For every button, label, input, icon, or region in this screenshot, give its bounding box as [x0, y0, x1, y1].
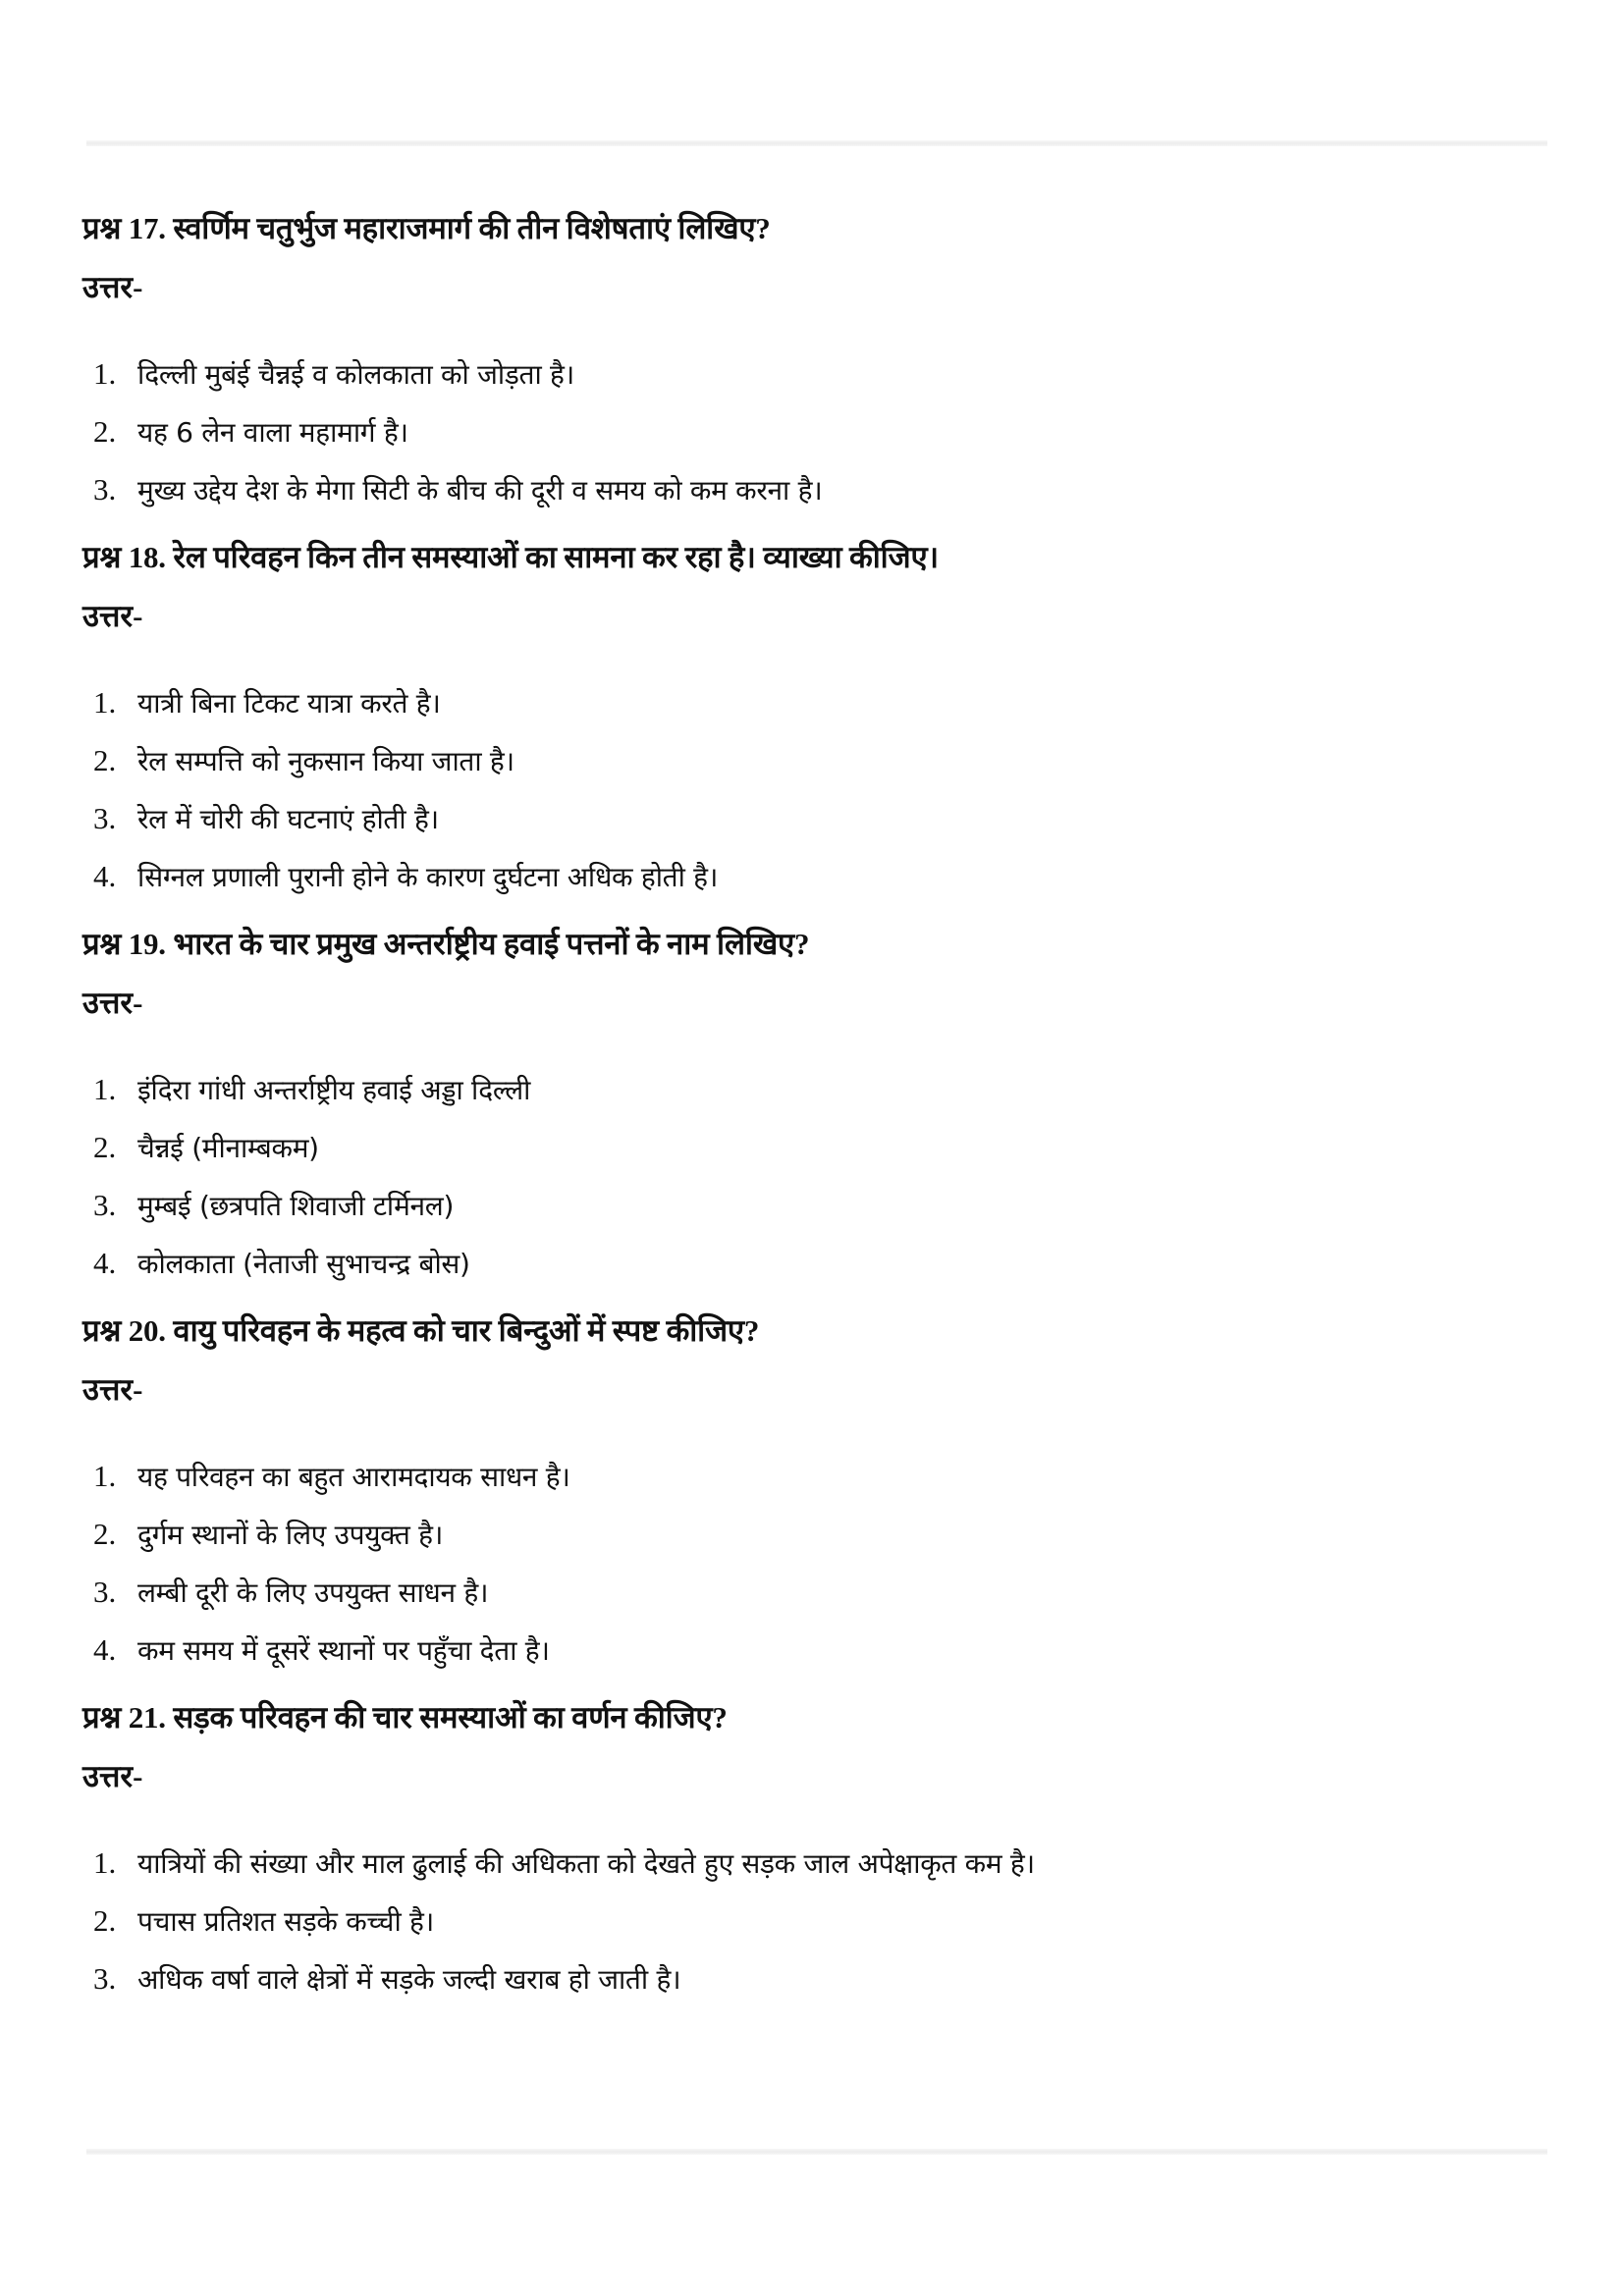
- list-item: [82, 460, 1555, 518]
- item-number: 4.: [93, 1246, 117, 1280]
- item-number: 2.: [93, 1130, 117, 1164]
- item-text: इंदिरा गांधी अन्तर्राष्ट्रीय हवाई अड्डा दिल्ली: [137, 1074, 531, 1106]
- item-number: 1.: [93, 1072, 117, 1106]
- answer-label: उत्तर-: [82, 599, 143, 633]
- answer-label: उत्तर-: [82, 1372, 143, 1407]
- list-item: [82, 789, 1555, 847]
- item-text: मुम्बई (छत्रपति शिवाजी टर्मिनल): [137, 1190, 455, 1222]
- item-text: रेल में चोरी की घटनाएं होती है।: [137, 803, 439, 835]
- list-item: [82, 1505, 1555, 1563]
- item-text: कम समय में दूसरें स्थानों पर पहुँचा देता है।: [137, 1634, 550, 1667]
- item-text: दिल्ली मुबंई चैन्नई व कोलकाता को जोड़ता है।: [137, 358, 574, 391]
- question-heading: प्रश्न 17. स्वर्णिम चतुर्भुज महाराजमार्ग की तीन विशेषताएं लिखिए?: [82, 211, 771, 245]
- item-number: 1.: [93, 1845, 117, 1880]
- item-text: अधिक वर्षा वाले क्षेत्रों में सड़के जल्दी खराब हो जाती है।: [137, 1963, 681, 1996]
- list-item: [82, 1118, 1555, 1176]
- item-number: 3.: [93, 1961, 117, 1996]
- answer-list: [82, 1060, 1555, 1292]
- list-item: [82, 1949, 1555, 2007]
- list-item: [82, 1621, 1555, 1679]
- item-number: 4.: [93, 1632, 117, 1667]
- list-item: [82, 731, 1555, 789]
- item-number: 3.: [93, 1575, 117, 1609]
- question-block-18: [82, 534, 1555, 905]
- list-item: [82, 1234, 1555, 1292]
- item-text: सिग्नल प्रणाली पुरानी होने के कारण दुर्घटना अधिक होती है।: [137, 861, 719, 893]
- question-block-21: [82, 1694, 1555, 2007]
- document-content: [82, 205, 1555, 2007]
- question-heading: प्रश्न 21. सड़क परिवहन की चार समस्याओं का वर्णन कीजिए?: [82, 1700, 728, 1735]
- item-text: यात्रियों की संख्या और माल ढुलाई की अधिकता को देखते हुए सड़क जाल अपेक्षाकृत कम है।: [137, 1847, 1035, 1880]
- top-divider: [86, 140, 1547, 146]
- item-text: यह परिवहन का बहुत आरामदायक साधन है।: [137, 1461, 570, 1493]
- answer-list: [82, 1834, 1555, 2007]
- question-heading: प्रश्न 18. रेल परिवहन किन तीन समस्याओं का सामना कर रहा है। व्याख्या कीजिए।: [82, 540, 939, 574]
- item-number: 2.: [93, 743, 117, 777]
- question-block-20: [82, 1308, 1555, 1679]
- item-number: 2.: [93, 1903, 117, 1938]
- list-item: [82, 1892, 1555, 1949]
- item-number: 1.: [93, 685, 117, 720]
- item-number: 3.: [93, 801, 117, 835]
- list-item: [82, 345, 1555, 402]
- list-item: [82, 1060, 1555, 1118]
- answer-list: [82, 345, 1555, 518]
- question-heading: प्रश्न 19. भारत के चार प्रमुख अन्तर्राष्ट्रीय हवाई पत्तनों के नाम लिखिए?: [82, 927, 810, 961]
- item-number: 3.: [93, 472, 117, 507]
- answer-label: उत्तर-: [82, 270, 143, 304]
- item-number: 3.: [93, 1188, 117, 1222]
- answer-label: उत्तर-: [82, 1759, 143, 1793]
- item-text: लम्बी दूरी के लिए उपयुक्त साधन है।: [137, 1576, 489, 1609]
- list-item: [82, 1563, 1555, 1621]
- item-text: कोलकाता (नेताजी सुभाचन्द्र बोस): [137, 1248, 470, 1280]
- item-text: मुख्य उद्देय देश के मेगा सिटी के बीच की दूरी व समय को कम करना है।: [137, 474, 823, 507]
- list-item: [82, 1834, 1555, 1892]
- question-heading: प्रश्न 20. वायु परिवहन के महत्व को चार बिन्दुओं में स्पष्ट कीजिए?: [82, 1313, 760, 1348]
- item-text: रेल सम्पत्ति को नुकसान किया जाता है।: [137, 745, 514, 777]
- item-number: 2.: [93, 414, 117, 449]
- list-item: [82, 402, 1555, 460]
- question-block-17: [82, 205, 1555, 518]
- bottom-divider: [86, 2149, 1547, 2155]
- item-text: यात्री बिना टिकट यात्रा करते है।: [137, 687, 441, 720]
- answer-label: उत्तर-: [82, 986, 143, 1020]
- item-text: यह 6 लेन वाला महामार्ग है।: [137, 416, 408, 449]
- list-item: [82, 847, 1555, 905]
- list-item: [82, 673, 1555, 731]
- item-text: चैन्नई (मीनाम्बकम): [137, 1132, 319, 1164]
- item-number: 1.: [93, 356, 117, 391]
- item-number: 4.: [93, 859, 117, 893]
- answer-list: [82, 673, 1555, 905]
- list-item: [82, 1176, 1555, 1234]
- item-number: 2.: [93, 1517, 117, 1551]
- question-block-19: [82, 921, 1555, 1292]
- item-text: पचास प्रतिशत सड़के कच्ची है।: [137, 1905, 434, 1938]
- answer-list: [82, 1447, 1555, 1679]
- list-item: [82, 1447, 1555, 1505]
- item-number: 1.: [93, 1459, 117, 1493]
- item-text: दुर्गम स्थानों के लिए उपयुक्त है।: [137, 1519, 444, 1551]
